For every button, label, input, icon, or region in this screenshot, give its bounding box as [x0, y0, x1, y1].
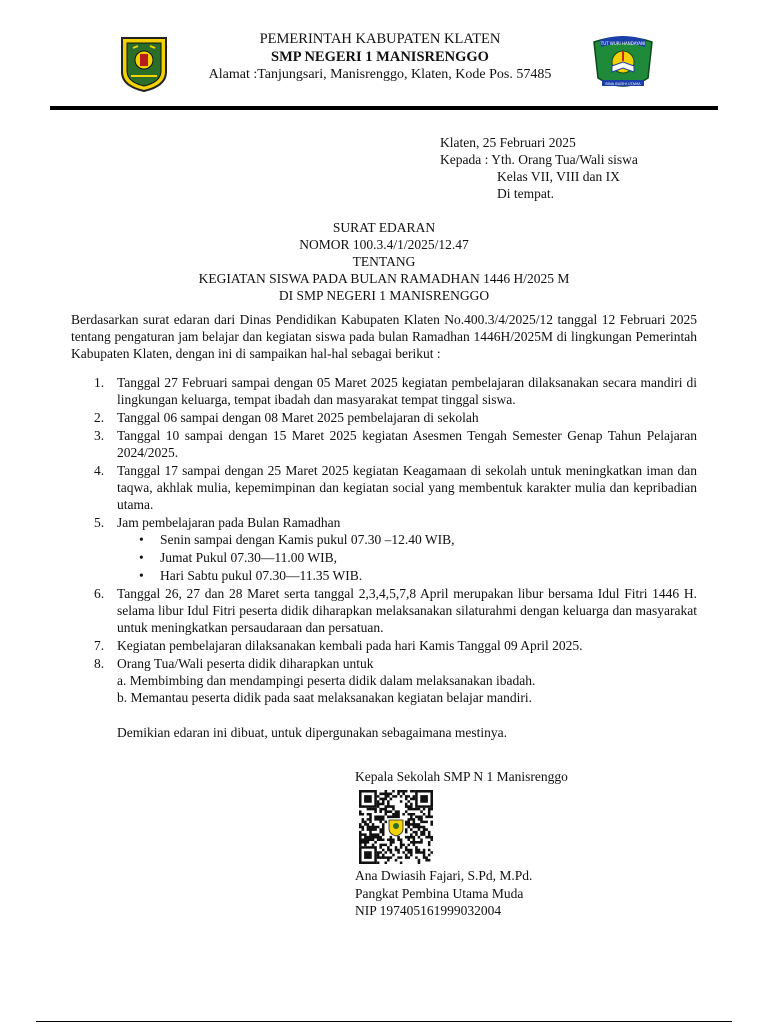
list-item — [71, 637, 697, 654]
list-item — [71, 374, 697, 408]
list-item — [71, 655, 697, 706]
signatory-rank: Pangkat Pembina Utama Muda — [355, 885, 524, 901]
title-subject: KEGIATAN SISWA PADA BULAN RAMADHAN 1446 H/2025 M — [198, 271, 570, 286]
footer-line — [36, 1021, 732, 1022]
list-item — [71, 514, 697, 584]
list-item-number: 5. — [94, 515, 105, 530]
signatory-nip: NIP 197405161999032004 — [355, 903, 502, 918]
title-type: SURAT EDARAN — [332, 220, 436, 235]
list-item-number: 7. — [94, 638, 105, 653]
list-item-text: Orang Tua/Wali peserta didik diharapkan untuk — [117, 656, 374, 671]
sub-item: a. Membimbing dan mendampingi peserta didik dalam melaksanakan ibadah. — [117, 673, 536, 688]
letter-body — [71, 311, 697, 741]
schedule-text: Jumat Pukul 07.30—11.00 WIB, — [160, 550, 338, 565]
announcement-list — [71, 374, 697, 706]
bullet-icon: • — [139, 568, 144, 583]
list-item-number: 4. — [94, 463, 105, 478]
list-item-number: 1. — [94, 375, 105, 390]
bullet-icon: • — [139, 532, 144, 547]
signatory-position: Kepala Sekolah SMP N 1 Manisrenggo — [355, 769, 568, 784]
recipient-line-3: Di tempat. — [497, 186, 554, 201]
schedule-bullets — [117, 531, 697, 584]
place-date: Klaten, 25 Februari 2025 — [440, 135, 576, 150]
list-item — [71, 427, 697, 461]
title-location: DI SMP NEGERI 1 MANISRENGGO — [278, 288, 490, 303]
schedule-bullet — [117, 531, 697, 548]
school-address: Alamat :Tanjungsari, Manisrenggo, Klaten, Kode Pos. 57485 — [208, 67, 552, 82]
schedule-bullet — [117, 567, 697, 584]
recipient-line-2: Kelas VII, VIII dan IX — [497, 169, 620, 184]
list-item-number: 3. — [94, 428, 105, 443]
government-name: PEMERINTAH KABUPATEN KLATEN — [259, 31, 501, 47]
schedule-text: Senin sampai dengan Kamis pukul 07.30 –12.40 WIB, — [160, 532, 455, 547]
list-item-number: 8. — [94, 656, 105, 671]
emblem-banner-text: TUT WURI HANDAYANI — [600, 41, 646, 46]
title-number: NOMOR 100.3.4/1/2025/12.47 — [299, 237, 469, 252]
list-item-number: 6. — [94, 586, 105, 601]
closing-sentence: Demikian edaran ini dibuat, untuk dipergunakan sebagaimana mestinya. — [117, 725, 508, 740]
list-item-text: Jam pembelajaran pada Bulan Ramadhan — [117, 515, 341, 530]
list-item-text: Tanggal 26, 27 dan 28 Maret serta tanggal 2,3,4,5,7,8 April merupakan libur bersama Idul Fitri 1446 H. selama libur Idul Fitri peserta didik diharapkan melaksanakan silaturahmi dengan keluarga dan masyarakat untuk meningkatkan persaudaraan dan persatuan. — [117, 586, 697, 635]
schedule-text: Hari Sabtu pukul 07.30—11.35 WIB. — [160, 568, 363, 583]
school-emblem-icon — [590, 32, 656, 96]
list-item-text: Tanggal 10 sampai dengan 15 Maret 2025 kegiatan Asesmen Tengah Semester Genap Tahun Pelajaran 2024/2025. — [117, 428, 697, 460]
list-item-text: Tanggal 06 sampai dengan 08 Maret 2025 pembelajaran di sekolah — [117, 410, 479, 425]
signatory-info — [355, 867, 532, 920]
qr-code-icon — [354, 790, 438, 864]
list-item-text: Kegiatan pembelajaran dilaksanakan kembali pada hari Kamis Tanggal 09 April 2025. — [117, 638, 583, 653]
list-item-text: Tanggal 27 Februari sampai dengan 05 Maret 2025 kegiatan pembelajaran dilaksanakan secara mandiri di lingkungan keluarga, tempat ibadah dan masyarakat tempat tinggal siswa. — [117, 375, 697, 407]
list-item-number: 2. — [94, 410, 105, 425]
list-item-text: Tanggal 17 sampai dengan 25 Maret 2025 kegiatan Keagamaan di sekolah untuk meningkatkan iman dan taqwa, akhlak mulia, kepemimpinan dan kegiatan social yang membentuk karakter mulia dan kepribadian utama. — [117, 463, 697, 512]
letterhead-divider — [50, 106, 718, 110]
list-item — [71, 585, 697, 636]
list-item — [71, 462, 697, 513]
signatory-name: Ana Dwiasih Fajari, S.Pd, M.Pd. — [355, 868, 533, 883]
letter-title — [0, 219, 768, 304]
klaten-regency-emblem-icon — [118, 36, 170, 92]
list-item — [71, 409, 697, 426]
title-about: TENTANG — [352, 254, 416, 269]
emblem-motto-text: BINA BUDHI UTAMA — [605, 82, 641, 86]
schedule-bullet — [117, 549, 697, 566]
intro-paragraph: Berdasarkan surat edaran dari Dinas Pendidikan Kabupaten Klaten No.400.3/4/2025/12 tanggal 12 Februari 2025 tentang pengaturan jam belajar dan kegiatan siswa pada bulan Ramadhan 1446H/2025M di lingkungan Pemerintah Kabupaten Klaten, dengan ini di sampaikan hal-hal sebagai berikut : — [71, 312, 697, 361]
bullet-icon: • — [139, 550, 144, 565]
letterhead — [180, 30, 580, 84]
recipient-block — [440, 134, 638, 202]
school-name: SMP NEGERI 1 MANISRENGGO — [271, 49, 489, 65]
recipient-line-1: Kepada : Yth. Orang Tua/Wali siswa — [440, 152, 638, 167]
sub-item: b. Memantau peserta didik pada saat melaksanakan kegiatan belajar mandiri. — [117, 690, 532, 705]
